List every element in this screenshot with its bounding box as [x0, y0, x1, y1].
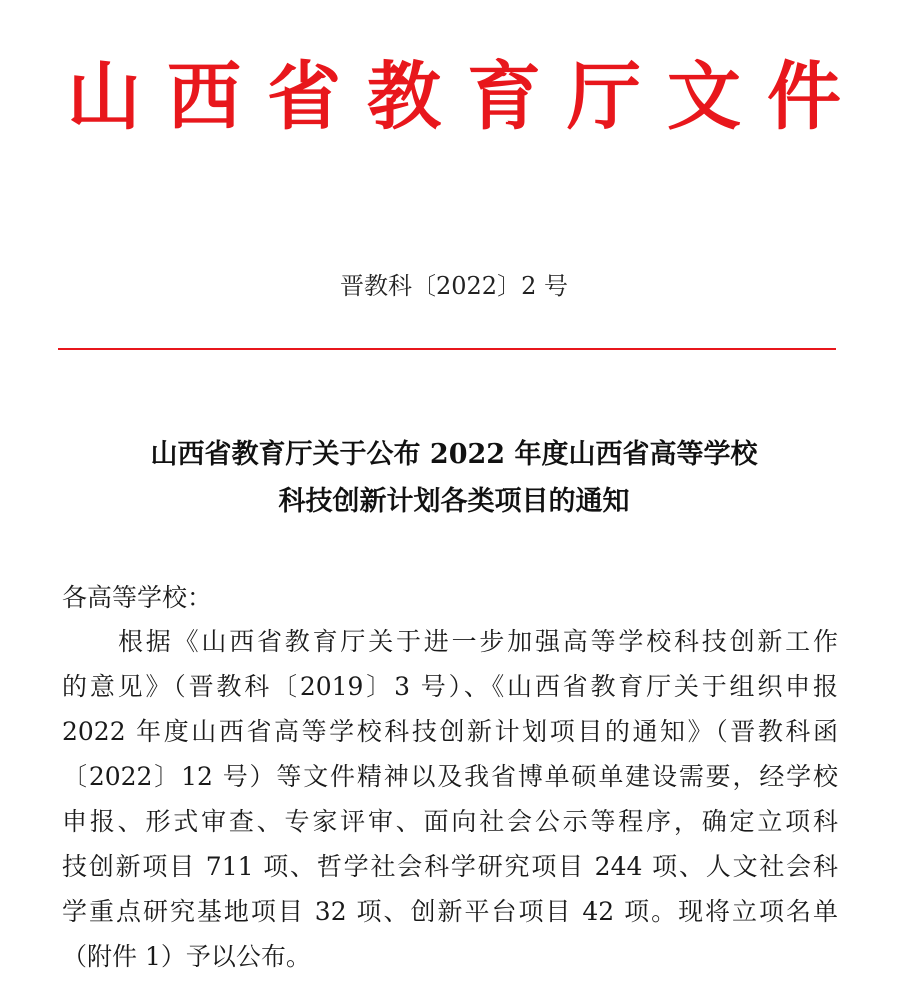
masthead-title: 山西省教育厅文件	[67, 54, 867, 140]
salutation: 各高等学校：	[62, 583, 213, 612]
red-divider-line	[58, 348, 836, 350]
body-line-5: 申报、形式审查、专家评审、面向社会公示等程序，确定立项科	[62, 807, 838, 836]
notice-title-line-2: 科技创新计划各类项目的通知	[278, 486, 630, 517]
body-line-8: （附件 1）予以公布。	[62, 942, 311, 971]
body-line-2: 的意见》（晋教科〔2019〕3 号）、《山西省教育厅关于组织申报	[62, 672, 838, 701]
document-number: 晋教科〔2022〕2 号	[340, 272, 568, 300]
notice-title-line-1: 山西省教育厅关于公布 2022 年度山西省高等学校	[150, 439, 758, 470]
body-line-6: 技创新项目 711 项、哲学社会科学研究项目 244 项、人文社会科	[62, 852, 838, 881]
body-line-1: 根据《山西省教育厅关于进一步加强高等学校科技创新工作	[118, 627, 838, 656]
body-line-4: 〔2022〕12 号）等文件精神以及我省博单硕单建设需要，经学校	[62, 762, 838, 791]
body-line-7: 学重点研究基地项目 32 项、创新平台项目 42 项。现将立项名单	[62, 897, 838, 926]
body-line-3: 2022 年度山西省高等学校科技创新计划项目的通知》（晋教科函	[62, 717, 838, 746]
